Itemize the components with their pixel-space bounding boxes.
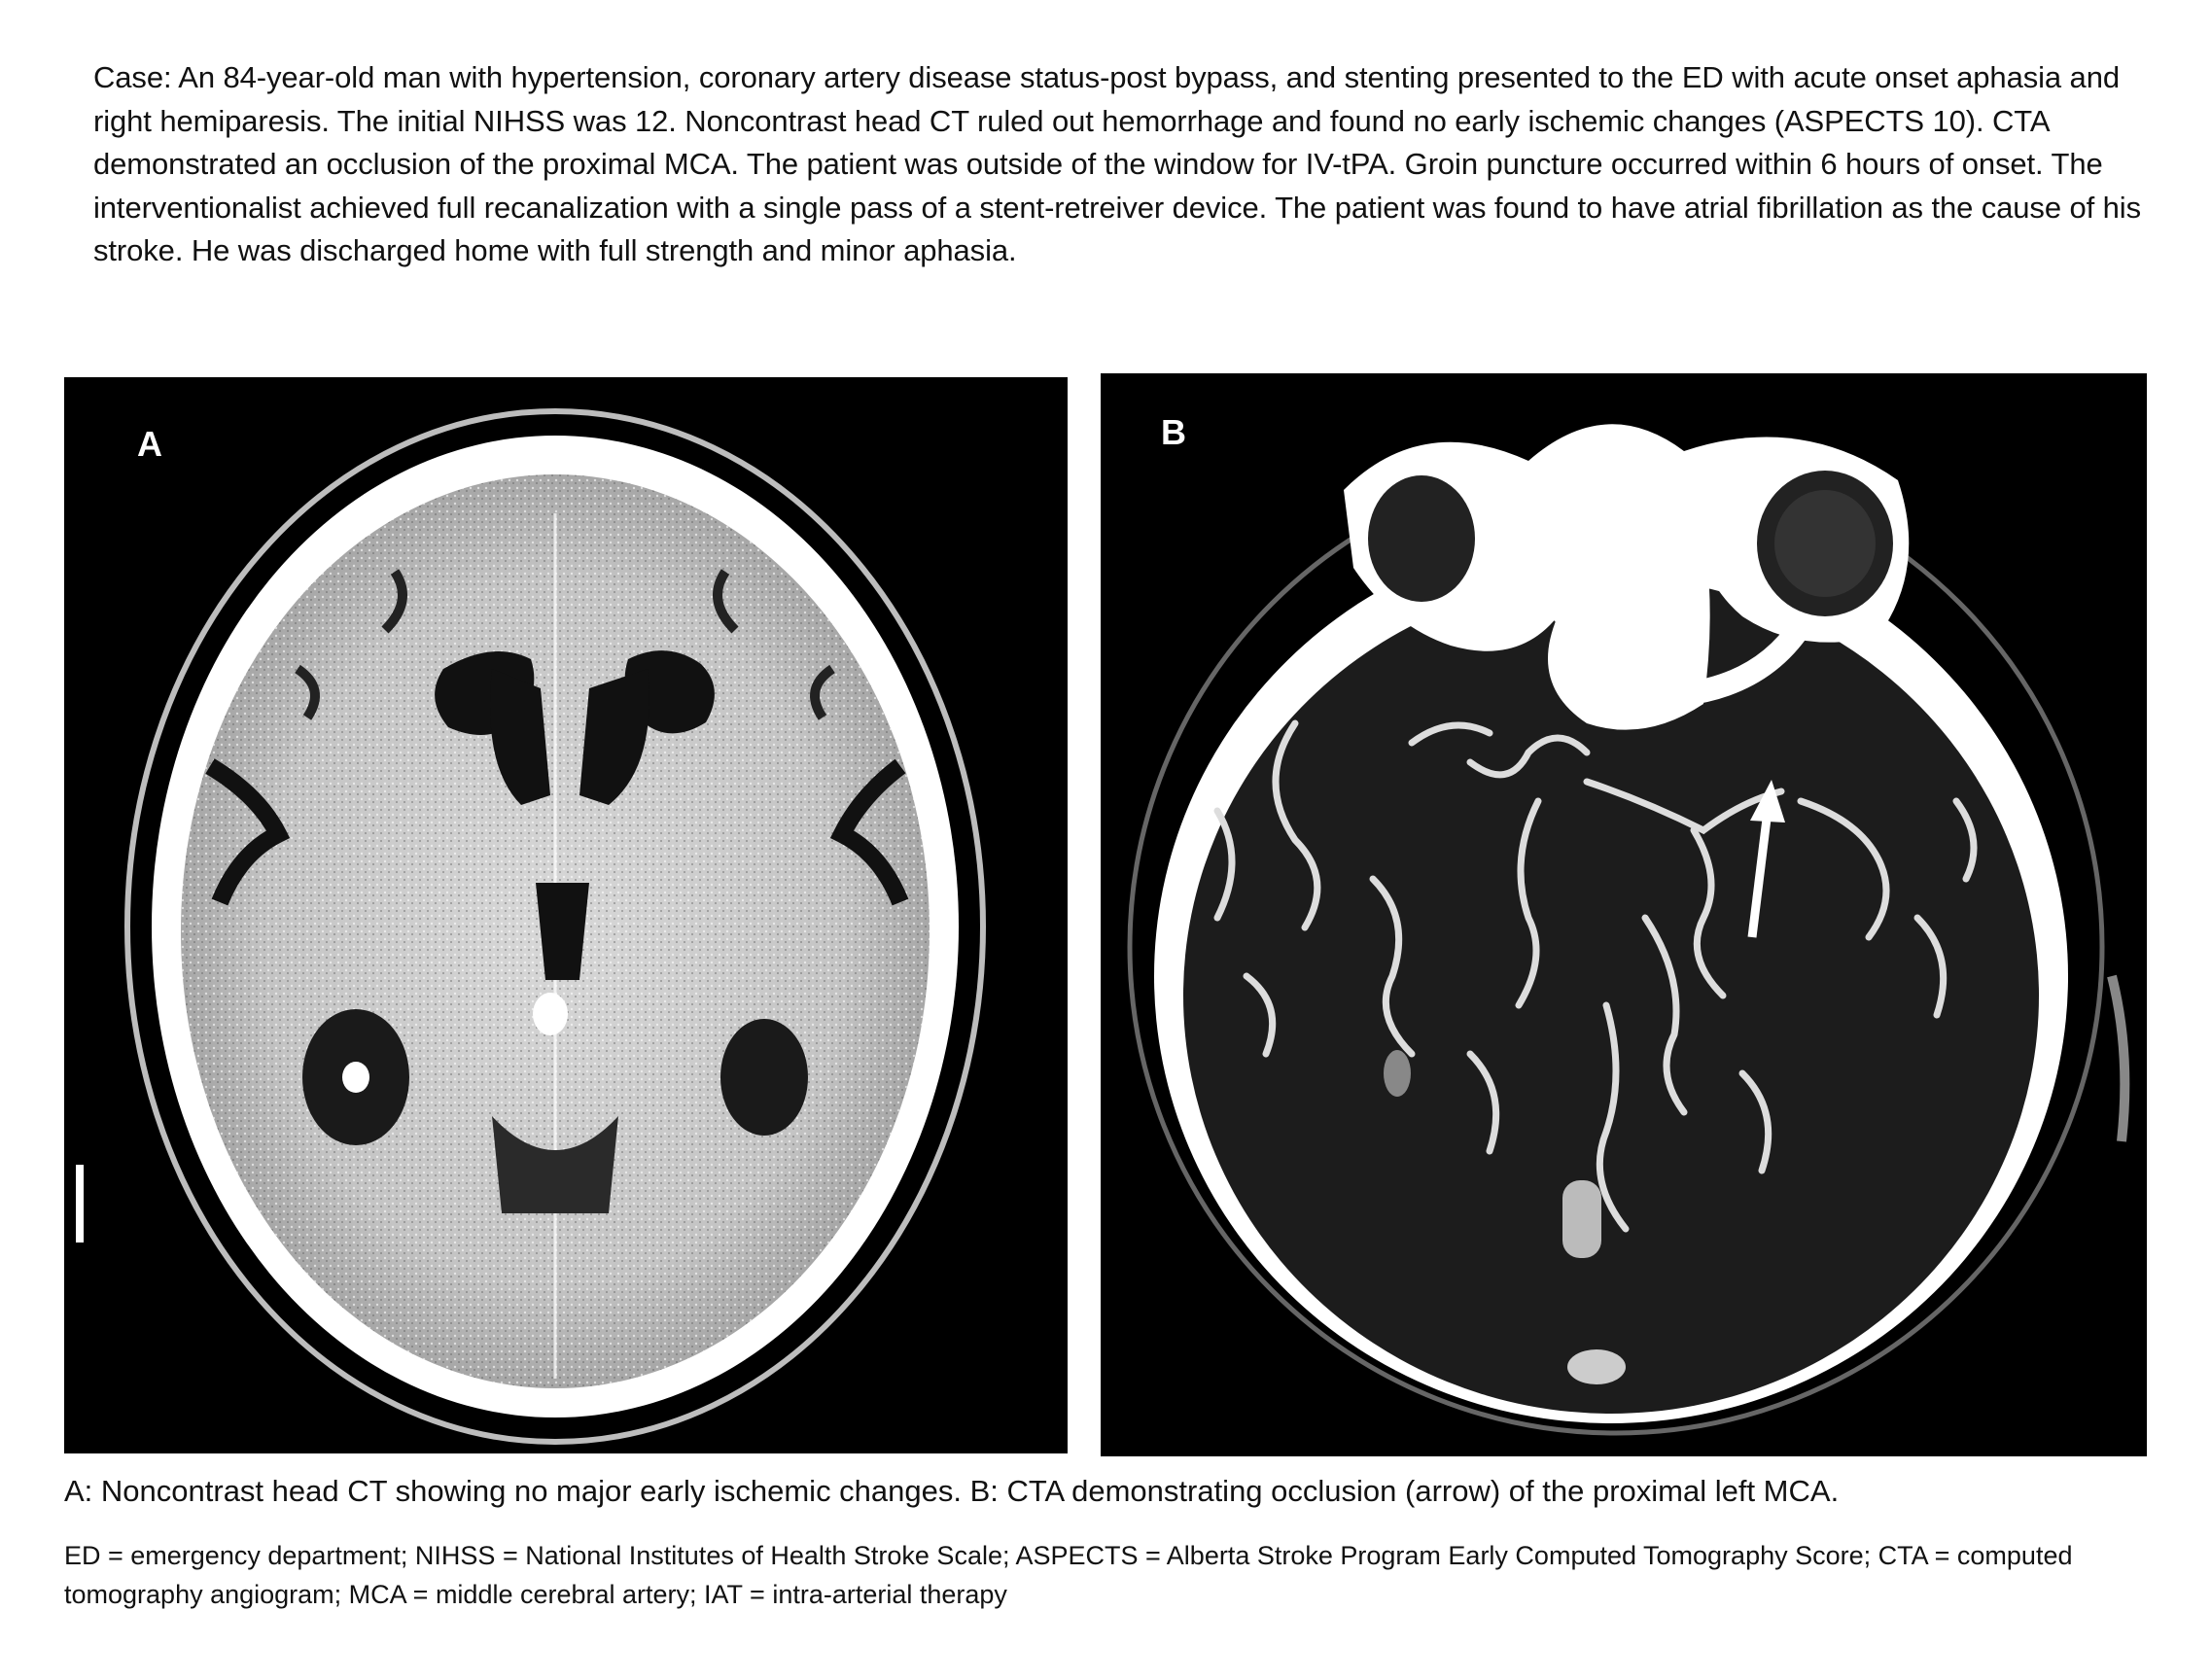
figure-caption: A: Noncontrast head CT showing no major early ischemic changes. B: CTA demonstrating occlusion (arrow) of the proximal left MCA. <box>64 1474 1840 1508</box>
case-description: Case: An 84-year-old man with hypertension, coronary artery disease status-post bypass, and stenting presented to the ED with acute onset aphasia and right hemiparesis. The initial NIHSS was 12. Noncontrast head CT ruled out hemorrhage and found no early ischemic changes (ASPECTS 10). CTA demonstrated an occlusion of the proximal MCA. The patient was outside of the window for IV-tPA. Groin puncture occurred within 6 hours of onset. The interventionalist achieved full recanalization with a single pass of a stent-retreiver device. The patient was found to have atrial fibrillation as the cause of his stroke. He was discharged home with full strength and minor aphasia. <box>93 60 2141 267</box>
cta-scan-illustration <box>1101 373 2147 1456</box>
panel-b-cta-image <box>1101 373 2147 1456</box>
panel-a-noncontrast-ct-image <box>64 377 1068 1453</box>
panel-a-label: A <box>137 424 162 464</box>
ct-scan-illustration <box>64 377 1068 1453</box>
panel-b-label: B <box>1161 412 1186 452</box>
abbreviations-footnote: ED = emergency department; NIHSS = National Institutes of Health Stroke Scale; ASPECTS = Alberta Stroke Program Early Computed Tomography Score; CTA = computed tomography angiogram; MCA = middle cerebral artery; IAT = intra-arterial therapy <box>64 1541 2073 1609</box>
